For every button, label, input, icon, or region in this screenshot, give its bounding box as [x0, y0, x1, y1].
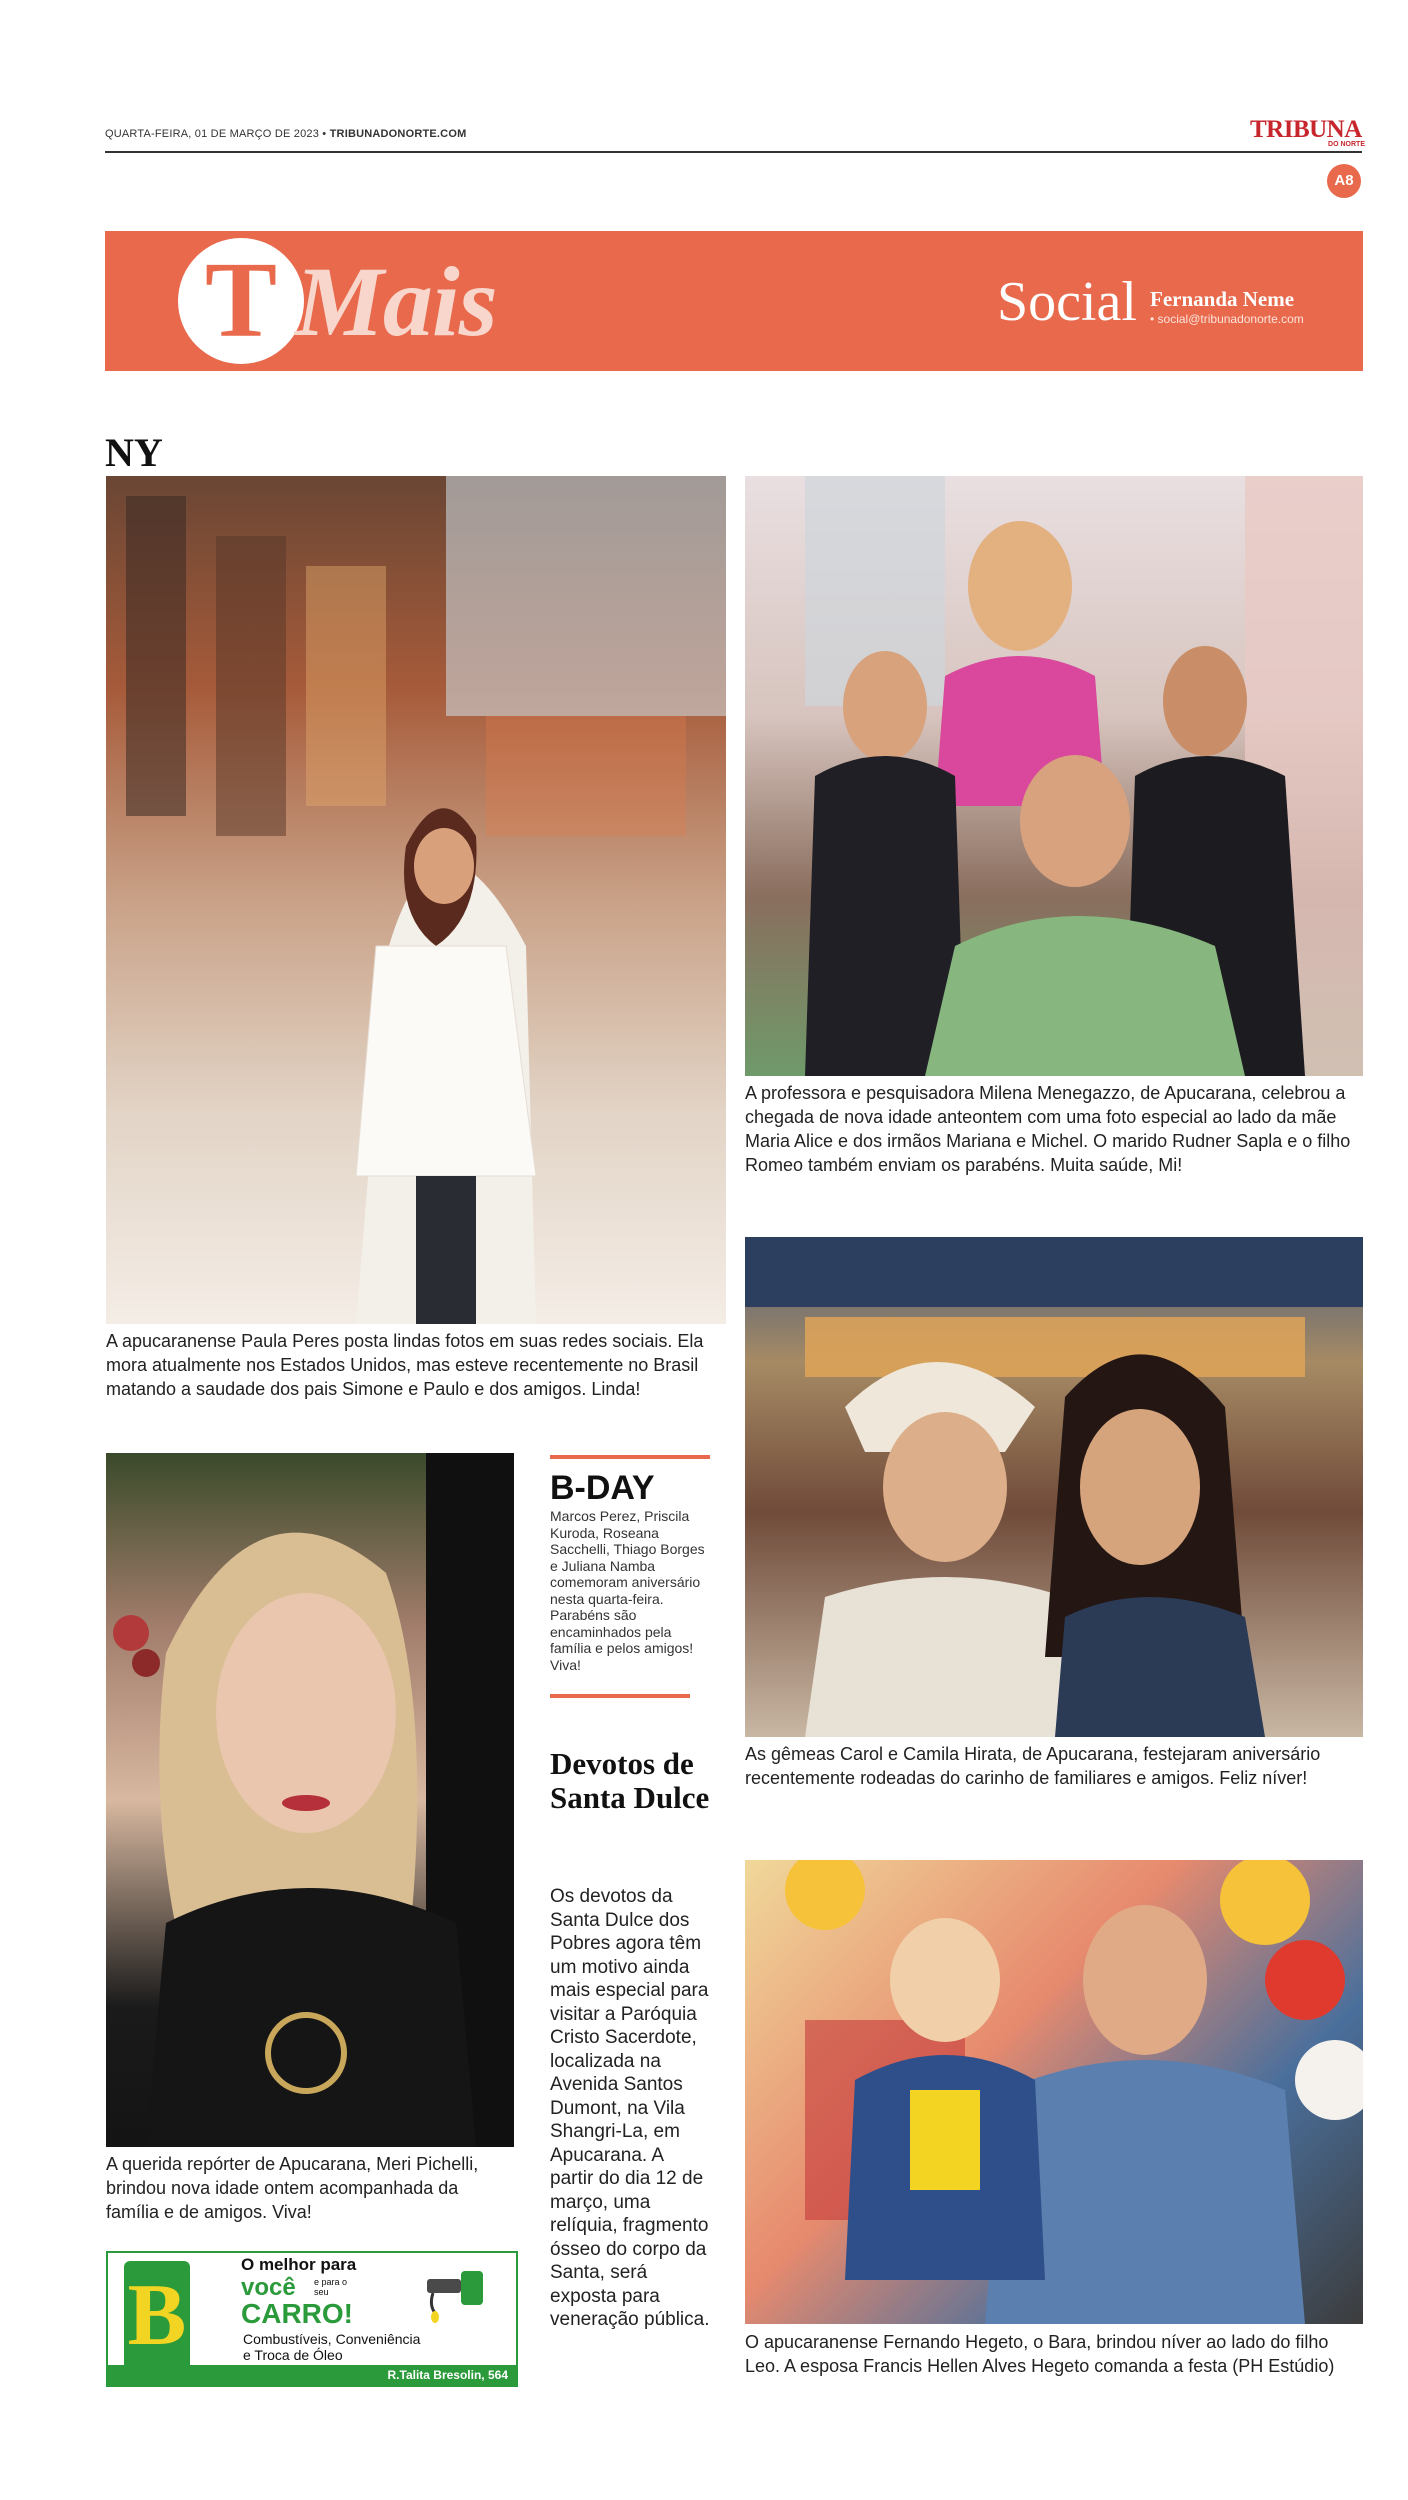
tmais-logo-word: Mais — [295, 246, 497, 357]
bday-heading: B-DAY — [550, 1469, 655, 1507]
caption-paula: A apucaranense Paula Peres posta lindas fotos em suas redes sociais. Ela mora atualmente nos Estados Unidos, mas esteve recentemente no Brasil matando a saudade dos pais Simone e Paulo e dos amigos. Linda! — [106, 1331, 704, 1399]
columnist-email[interactable]: • social@tribunadonorte.com — [1150, 312, 1304, 326]
ad-address: R.Talita Bresolin, 564 — [387, 2368, 508, 2382]
photo-paula-peres — [106, 476, 726, 1324]
date-text: QUARTA-FEIRA, 01 DE MARÇO DE 2023 — [105, 128, 320, 140]
photo-milena-illustration — [745, 476, 1363, 1076]
site-link[interactable]: TRIBUNADONORTE.COM — [329, 128, 467, 140]
ad-voce: você — [241, 2274, 296, 2301]
photo-milena-family — [745, 476, 1363, 1076]
brand-sub: DO NORTE — [1328, 141, 1365, 148]
photo-fernando-hegeto — [745, 1860, 1363, 2324]
bday-top-rule — [550, 1455, 710, 1459]
photo-fernando-illustration — [745, 1860, 1363, 2324]
brand-logo[interactable] — [1250, 116, 1365, 148]
ad-epara: e para o seu — [314, 2277, 348, 2297]
caption-meri: A querida repórter de Apucarana, Meri Pichelli, brindou nova idade ontem acompanhada da família e de amigos. Viva! — [106, 2154, 479, 2222]
caption-fernando: O apucaranense Fernando Hegeto, o Bara, brindou níver ao lado do filho Leo. A esposa Francis Hellen Alves Hegeto comanda a festa (PH Estúdio) — [745, 2332, 1335, 2376]
bday-bottom-rule — [550, 1694, 690, 1698]
header-divider — [105, 151, 1362, 153]
ad-carro: CARRO! — [241, 2298, 353, 2329]
photo-twins-illustration — [745, 1237, 1363, 1737]
ad-services: Combustíveis, Conveniência e Troca de Óleo — [243, 2331, 421, 2363]
advertisement-posto-bresolin[interactable] — [106, 2251, 518, 2387]
ad-logo-letter: B — [127, 2267, 187, 2364]
date-separator: • — [322, 128, 327, 140]
section-title: Social — [997, 271, 1137, 333]
columnist-name: Fernanda Neme — [1150, 287, 1295, 311]
tmais-logo-letter: T — [204, 241, 278, 360]
bday-text: Marcos Perez, Priscila Kuroda, Roseana Sacchelli, Thiago Borges e Juliana Namba comemoram aniversário nesta quarta-feira. Parabéns são encaminhados pela família e pelos amigos! Viva! — [550, 1508, 705, 1673]
page-number-badge: A8 — [1327, 164, 1361, 198]
fuel-pump-icon — [423, 2261, 493, 2325]
ad-headline: O melhor para — [241, 2255, 357, 2274]
caption-milena: A professora e pesquisadora Milena Menegazzo, de Apucarana, celebrou a chegada de nova idade anteontem com uma foto especial ao lado da mãe Maria Alice e dos irmãos Mariana e Michel. O marido Rudner Sapla e o filho Romeo também enviam os parabéns. Muita saúde, Mi! — [745, 1083, 1351, 1175]
devotos-heading: Devotos de Santa Dulce — [550, 1746, 710, 1815]
dateline — [105, 128, 466, 140]
photo-meri-illustration — [106, 1453, 514, 2147]
photo-meri-pichelli — [106, 1453, 514, 2147]
ny-heading: NY — [105, 430, 163, 475]
brand-name: TRIBUNA — [1250, 116, 1362, 143]
photo-paula-illustration — [106, 476, 726, 1324]
devotos-text: Os devotos da Santa Dulce dos Pobres agora têm um motivo ainda mais especial para visitar a Paróquia Cristo Sacerdote, localizada na Avenida Santos Dumont, na Vila Shangri-La, em Apucarana. A partir do dia 12 de março, uma relíquia, fragmento ósseo do corpo da Santa, será exposta para veneração pública. — [550, 1886, 710, 2330]
caption-twins: As gêmeas Carol e Camila Hirata, de Apucarana, festejaram aniversário recentemente rodeadas do carinho de familiares e amigos. Feliz níver! — [745, 1744, 1321, 1788]
photo-hirata-twins — [745, 1237, 1363, 1737]
